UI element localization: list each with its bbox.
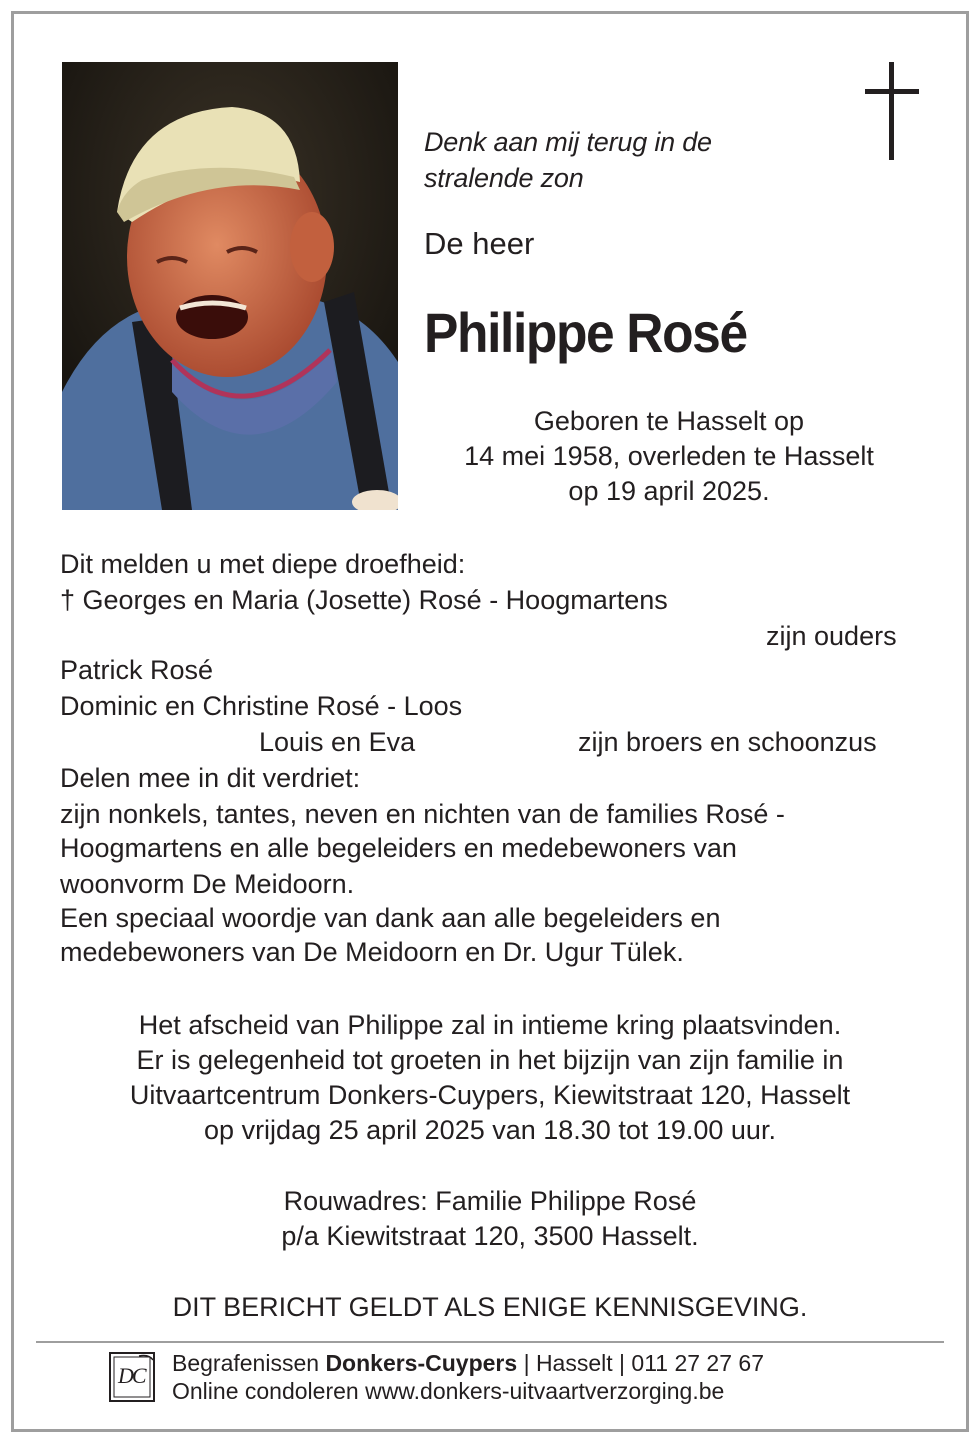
address-line: p/a Kiewitstraat 120, 3500 Hasselt. [281, 1221, 699, 1251]
memorial-quote [424, 124, 712, 196]
funeral-home-line [172, 1349, 764, 1377]
condolence-website-link[interactable]: www.donkers-uitvaartverzorging.be [365, 1378, 725, 1404]
mourning-address [40, 1184, 940, 1254]
portrait-photo [62, 62, 398, 510]
footer-divider [36, 1341, 944, 1343]
sibling-name: Dominic en Christine Rosé - Loos [60, 691, 463, 721]
family-intro: Dit melden u met diepe droefheid: [60, 549, 466, 579]
share-line: Hoogmartens en alle begeleiders en medebewoners van [60, 833, 737, 863]
condolence-line [172, 1377, 764, 1405]
portrait-illustration [62, 62, 398, 510]
separator: | [523, 1350, 530, 1376]
quote-line: stralende zon [424, 163, 584, 193]
share-intro: Delen mee in dit verdriet: [60, 763, 361, 793]
address-line: Rouwadres: Familie Philippe Rosé [283, 1186, 697, 1216]
logo-letters: DC [118, 1363, 145, 1388]
birth-death-line: Geboren te Hasselt op [533, 406, 805, 436]
separator: | [619, 1350, 626, 1376]
funeral-home-logo [109, 1352, 155, 1402]
birth-death-info [424, 404, 914, 509]
funeral-company: Donkers-Cuypers [325, 1350, 518, 1376]
quote-line: Denk aan mij terug in de [424, 127, 712, 157]
farewell-line: Het afscheid van Philippe zal in intieme kring plaatsvinden. [138, 1010, 842, 1040]
children-names: Louis en Eva [259, 727, 416, 757]
share-line: woonvorm De Meidoorn. [60, 869, 355, 899]
parents-role: zijn ouders [766, 621, 897, 651]
funeral-home-info [172, 1349, 764, 1405]
funeral-city: Hasselt [535, 1350, 613, 1376]
deceased-name: Philippe Rosé [424, 301, 747, 364]
farewell-info [40, 1008, 940, 1148]
sibling-name: Patrick Rosé [60, 655, 214, 685]
parents-names: † Georges en Maria (Josette) Rosé - Hoogmartens [60, 585, 668, 615]
funeral-phone: 011 27 27 67 [631, 1350, 764, 1376]
share-line: medebewoners van De Meidoorn en Dr. Ugur Tülek. [60, 937, 684, 967]
honorific-title: De heer [424, 226, 535, 261]
birth-death-line: 14 mei 1958, overleden te Hasselt [464, 441, 874, 471]
siblings-role: zijn broers en schoonzus [578, 727, 877, 757]
farewell-line: op vrijdag 25 april 2025 van 18.30 tot 19.00 uur. [204, 1115, 776, 1145]
condolence-label: Online condoleren [172, 1378, 359, 1404]
funeral-prefix: Begrafenissen [172, 1350, 320, 1376]
share-line: zijn nonkels, tantes, neven en nichten van de families Rosé - [60, 799, 785, 829]
farewell-line: Uitvaartcentrum Donkers-Cuypers, Kiewitstraat 120, Hasselt [129, 1080, 851, 1110]
birth-death-line: op 19 april 2025. [568, 476, 770, 506]
farewell-line: Er is gelegenheid tot groeten in het bijzijn van zijn familie in [136, 1045, 844, 1075]
notice-only-statement: DIT BERICHT GELDT ALS ENIGE KENNISGEVING. [172, 1292, 808, 1322]
share-line: Een speciaal woordje van dank aan alle begeleiders en [60, 903, 721, 933]
cross-icon [862, 62, 922, 160]
